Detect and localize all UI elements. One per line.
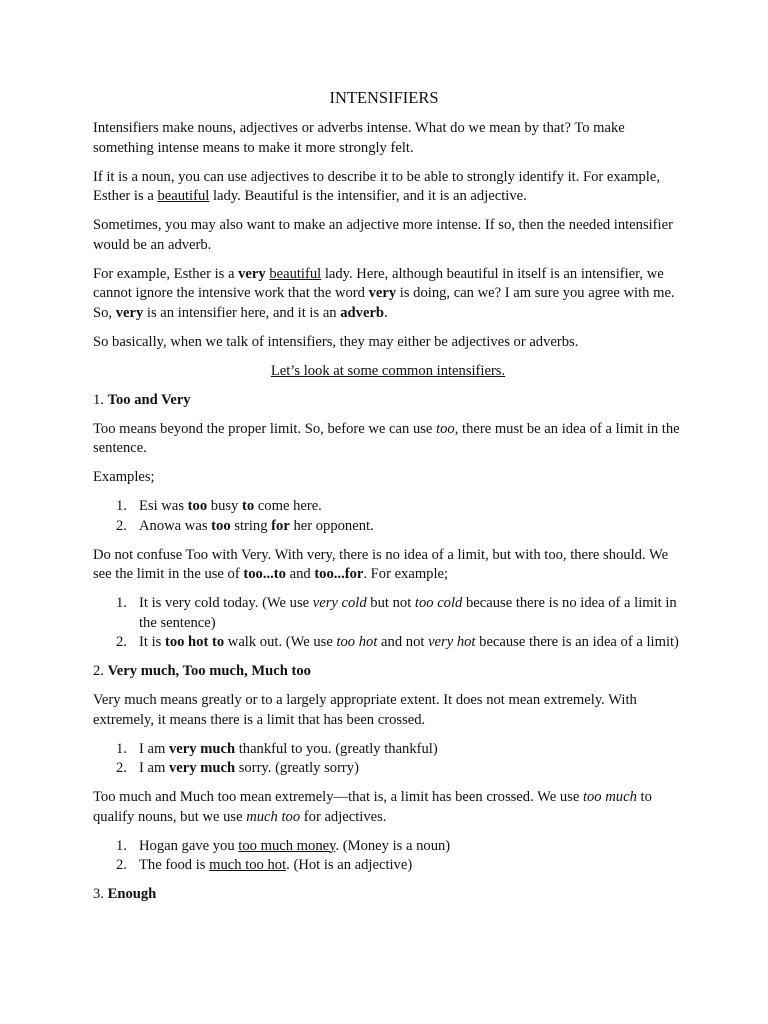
paragraph-too-vs-very: Do not confuse Too with Very. With very, there is no idea of a limit, but with too, there should. We see the limit in the use of too...to and too...for. For example; — [93, 546, 669, 582]
example-list — [93, 837, 683, 876]
paragraph-intro: Intensifiers make nouns, adjectives or adverbs intense. What do we mean by that? To make something intense means to make it more strongly felt. — [93, 120, 625, 156]
section-heading-enough: 3. Enough — [93, 886, 157, 902]
list-item: 2. Anowa was too string for her opponent. — [116, 517, 374, 534]
example-list — [93, 497, 683, 536]
underlined-word: beautiful — [157, 188, 210, 204]
section-intro-heading: Let’s look at some common intensifiers. — [270, 362, 506, 379]
section-heading-very-much: 2. Very much, Too much, Much too — [93, 663, 311, 679]
paragraph-too-definition: Too means beyond the proper limit. So, before we can use too, there must be an idea of a limit in the sentence. — [93, 420, 680, 456]
paragraph-adverb-intro: Sometimes, you may also want to make an adjective more intense. If so, then the needed intensifier would be an adverb. — [93, 217, 673, 253]
list-item: 2. I am very much sorry. (greatly sorry) — [116, 760, 359, 776]
list-item: 1. Esi was too busy to come here. — [116, 498, 322, 514]
example-list — [93, 594, 683, 653]
section-heading-too-and-very: 1. Too and Very — [93, 391, 191, 408]
paragraph-adverb-example: For example, Esther is a very beautiful lady. Here, although beautiful in itself is an intensifier, we cannot ignore the intensive work that the word very is doing, can we? I am sure you agree with me. So, very is an intensifier here, and it is an adverb. — [93, 265, 675, 321]
list-item: 1. It is very cold today. (We use very cold but not too cold because there is no idea of a limit in the sentence) — [116, 595, 677, 631]
list-item: 1. I am very much thankful to you. (greatly thankful) — [116, 740, 438, 757]
example-list — [93, 740, 683, 779]
paragraph-very-much-definition: Very much means greatly or to a largely appropriate extent. It does not mean extremely. With extremely, it means there is a limit that has been crossed. — [93, 692, 637, 728]
list-item: 1. Hogan gave you too much money. (Money is a noun) — [116, 837, 451, 854]
examples-label: Examples; — [93, 469, 155, 485]
paragraph-noun-example: If it is a noun, you can use adjectives to describe it to be able to strongly identify it. For example, Esther is a beautiful lady. Beautiful is the intensifier, and it is an adjective. — [93, 168, 660, 204]
list-item: 2. It is too hot to walk out. (We use too hot and not very hot because there is an idea of a limit) — [116, 634, 679, 650]
underlined-word: beautiful — [269, 265, 322, 282]
page-title: INTENSIFIERS — [329, 88, 439, 107]
paragraph-summary: So basically, when we talk of intensifiers, they may either be adjectives or adverbs. — [93, 333, 579, 350]
paragraph-too-much-definition: Too much and Much too mean extremely—that is, a limit has been crossed. We use too much to qualify nouns, but we use much too for adjectives. — [93, 789, 652, 825]
list-item: 2. The food is much too hot. (Hot is an adjective) — [116, 857, 413, 873]
document-body — [93, 119, 683, 914]
